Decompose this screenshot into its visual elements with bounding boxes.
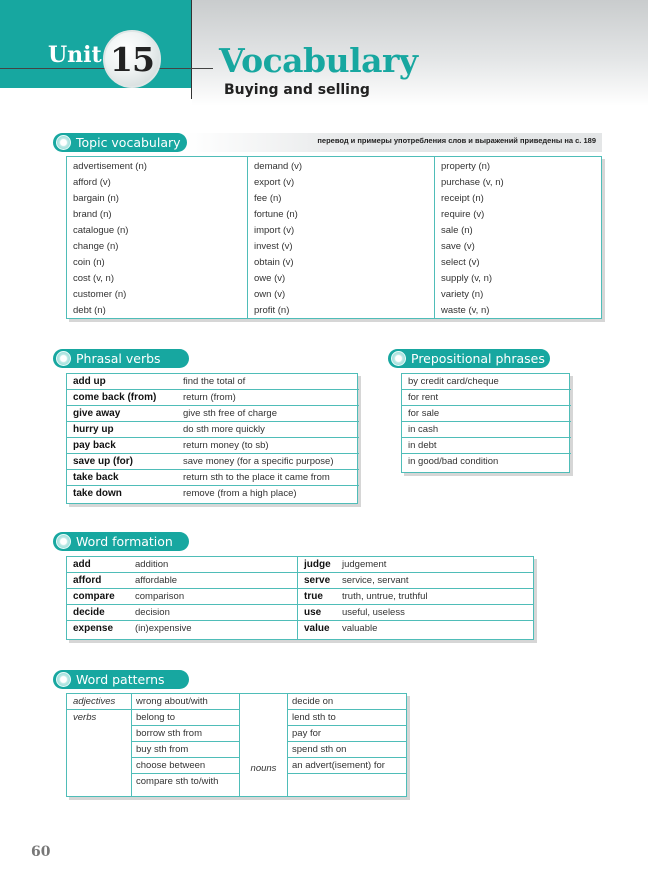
page-subtitle: Buying and selling xyxy=(224,82,370,98)
table-row xyxy=(67,486,359,502)
vocab-item: fee (n) xyxy=(254,193,282,204)
vocab-item: profit (n) xyxy=(254,305,290,316)
base-word: decide xyxy=(73,607,105,618)
section-label-phrasal-verbs xyxy=(53,349,189,368)
word-patterns-right-items xyxy=(288,694,406,796)
pattern-item: borrow sth from xyxy=(132,726,239,742)
table-row xyxy=(67,573,297,589)
vocab-item: brand (n) xyxy=(73,209,112,220)
vocab-item: advertisement (n) xyxy=(73,161,147,172)
word-formation-table xyxy=(66,556,534,640)
table-row: by credit card/cheque xyxy=(402,374,571,390)
base-word: add xyxy=(73,559,91,570)
vocab-item: catalogue (n) xyxy=(73,225,129,236)
category-nouns: nouns xyxy=(250,763,277,774)
table-row: for rent xyxy=(402,390,571,406)
phrasal-verb: hurry up xyxy=(73,424,114,435)
vocab-item: purchase (v, n) xyxy=(441,177,504,188)
phrasal-meaning: save money (for a specific purpose) xyxy=(183,456,334,467)
section-label-word-formation xyxy=(53,532,189,551)
header-divider-vertical xyxy=(191,0,192,99)
phrasal-verb: take back xyxy=(73,472,119,483)
table-row xyxy=(67,589,297,605)
pattern-item: pay for xyxy=(288,726,406,742)
table-row xyxy=(298,557,533,573)
section-title: Topic vocabulary xyxy=(76,135,181,150)
derived-forms: service, servant xyxy=(342,575,409,586)
base-word: serve xyxy=(304,575,331,586)
pattern-item: lend sth to xyxy=(288,710,406,726)
vocab-item: select (v) xyxy=(441,257,480,268)
derived-forms: judgement xyxy=(342,559,387,570)
word-patterns-left-items xyxy=(132,694,239,796)
bullet-icon xyxy=(56,135,71,150)
phrasal-meaning: do sth more quickly xyxy=(183,424,265,435)
vocab-item: save (v) xyxy=(441,241,475,252)
phrasal-verb: add up xyxy=(73,376,106,387)
table-row xyxy=(67,422,359,438)
table-row xyxy=(67,621,297,637)
vocab-item: coin (n) xyxy=(73,257,105,268)
category-adjectives: adjectives xyxy=(67,694,131,710)
table-row xyxy=(67,390,359,406)
vocab-item: afford (v) xyxy=(73,177,111,188)
table-row: in cash xyxy=(402,422,571,438)
vocab-item: change (n) xyxy=(73,241,119,252)
phrasal-verb: give away xyxy=(73,408,121,419)
phrasal-meaning: return (from) xyxy=(183,392,236,403)
derived-forms: valuable xyxy=(342,623,378,634)
table-row xyxy=(298,605,533,621)
base-word: judge xyxy=(304,559,331,570)
pattern-item: compare sth to/with xyxy=(136,776,219,787)
derived-forms: truth, untrue, truthful xyxy=(342,591,428,602)
table-row xyxy=(67,557,297,573)
vocab-item: receipt (n) xyxy=(441,193,484,204)
word-formation-right xyxy=(298,557,533,639)
vocab-item: own (v) xyxy=(254,289,286,300)
section-title: Prepositional phrases xyxy=(411,351,545,366)
table-row xyxy=(298,589,533,605)
derived-forms: comparison xyxy=(135,591,185,602)
word-patterns-nouns-column xyxy=(240,694,287,796)
phrasal-verbs-table xyxy=(66,373,358,504)
topic-column-2 xyxy=(248,157,434,318)
table-row xyxy=(67,605,297,621)
topic-note-band xyxy=(185,133,602,152)
pattern-item: decide on xyxy=(288,694,406,710)
bullet-icon xyxy=(56,534,71,549)
page-number: 60 xyxy=(31,844,51,860)
table-row xyxy=(67,454,359,470)
derived-forms: addition xyxy=(135,559,169,570)
section-title: Phrasal verbs xyxy=(76,351,161,366)
phrasal-verb: take down xyxy=(73,488,122,499)
table-row xyxy=(67,470,359,486)
vocab-item: require (v) xyxy=(441,209,485,220)
base-word: expense xyxy=(73,623,114,634)
vocab-item: bargain (n) xyxy=(73,193,119,204)
vocab-item: obtain (v) xyxy=(254,257,294,268)
section-label-topic-vocabulary xyxy=(53,133,187,152)
vocab-item: customer (n) xyxy=(73,289,127,300)
topic-vocabulary-table xyxy=(66,156,602,319)
word-patterns-table xyxy=(66,693,407,797)
pattern-item: belong to xyxy=(132,710,239,726)
phrasal-verbs-rows xyxy=(67,374,359,503)
phrasal-meaning: find the total of xyxy=(183,376,246,387)
phrasal-verb: come back (from) xyxy=(73,392,157,403)
phrasal-verb: pay back xyxy=(73,440,116,451)
topic-note: перевод и примеры употребления слов и выражений приведены на с. 189 xyxy=(317,136,596,145)
section-label-word-patterns xyxy=(53,670,189,689)
table-row xyxy=(67,438,359,454)
vocab-item: fortune (n) xyxy=(254,209,298,220)
pattern-item: choose between xyxy=(132,758,239,774)
unit-label: Unit xyxy=(48,42,102,68)
phrasal-verb: save up (for) xyxy=(73,456,134,467)
word-patterns-category-column xyxy=(67,694,131,796)
phrasal-meaning: remove (from a high place) xyxy=(183,488,297,499)
vocab-item: import (v) xyxy=(254,225,295,236)
word-formation-left xyxy=(67,557,297,639)
vocab-item: owe (v) xyxy=(254,273,286,284)
vocab-item: cost (v, n) xyxy=(73,273,114,284)
section-label-prepositional-phrases xyxy=(388,349,550,368)
pattern-item: wrong about/with xyxy=(132,694,239,710)
vocab-item: supply (v, n) xyxy=(441,273,493,284)
pattern-item: buy sth from xyxy=(132,742,239,758)
derived-forms: useful, useless xyxy=(342,607,405,618)
phrasal-meaning: give sth free of charge xyxy=(183,408,277,419)
topic-column-3 xyxy=(435,157,601,318)
phrasal-meaning: return sth to the place it came from xyxy=(183,472,330,483)
base-word: true xyxy=(304,591,323,602)
derived-forms: affordable xyxy=(135,575,178,586)
vocab-item: waste (v, n) xyxy=(441,305,490,316)
table-row: in debt xyxy=(402,438,571,454)
unit-number-badge xyxy=(103,30,161,88)
table-row xyxy=(298,573,533,589)
pattern-item: an advert(isement) for xyxy=(288,758,406,774)
topic-column-1 xyxy=(67,157,247,318)
pattern-item: spend sth on xyxy=(288,742,406,758)
prepositional-phrases-table xyxy=(401,373,570,473)
unit-number: 15 xyxy=(110,39,154,79)
bullet-icon xyxy=(56,672,71,687)
phrasal-meaning: return money (to sb) xyxy=(183,440,269,451)
base-word: value xyxy=(304,623,330,634)
bullet-icon xyxy=(391,351,406,366)
vocab-item: property (n) xyxy=(441,161,491,172)
vocab-item: export (v) xyxy=(254,177,295,188)
base-word: compare xyxy=(73,591,115,602)
base-word: afford xyxy=(73,575,102,586)
vocab-item: variety (n) xyxy=(441,289,484,300)
vocab-item: sale (n) xyxy=(441,225,473,236)
prepositional-phrases-rows xyxy=(402,374,571,472)
category-verbs: verbs xyxy=(73,712,97,723)
table-row xyxy=(67,374,359,390)
section-title: Word patterns xyxy=(76,672,165,687)
vocab-item: demand (v) xyxy=(254,161,303,172)
vocab-item: invest (v) xyxy=(254,241,293,252)
section-title: Word formation xyxy=(76,534,173,549)
page-title: Vocabulary xyxy=(219,41,418,80)
bullet-icon xyxy=(56,351,71,366)
vocab-item: debt (n) xyxy=(73,305,106,316)
table-row xyxy=(67,406,359,422)
table-row xyxy=(298,621,533,637)
table-row: in good/bad condition xyxy=(408,456,499,467)
derived-forms: (in)expensive xyxy=(135,623,192,634)
table-row: for sale xyxy=(402,406,571,422)
derived-forms: decision xyxy=(135,607,170,618)
base-word: use xyxy=(304,607,322,618)
